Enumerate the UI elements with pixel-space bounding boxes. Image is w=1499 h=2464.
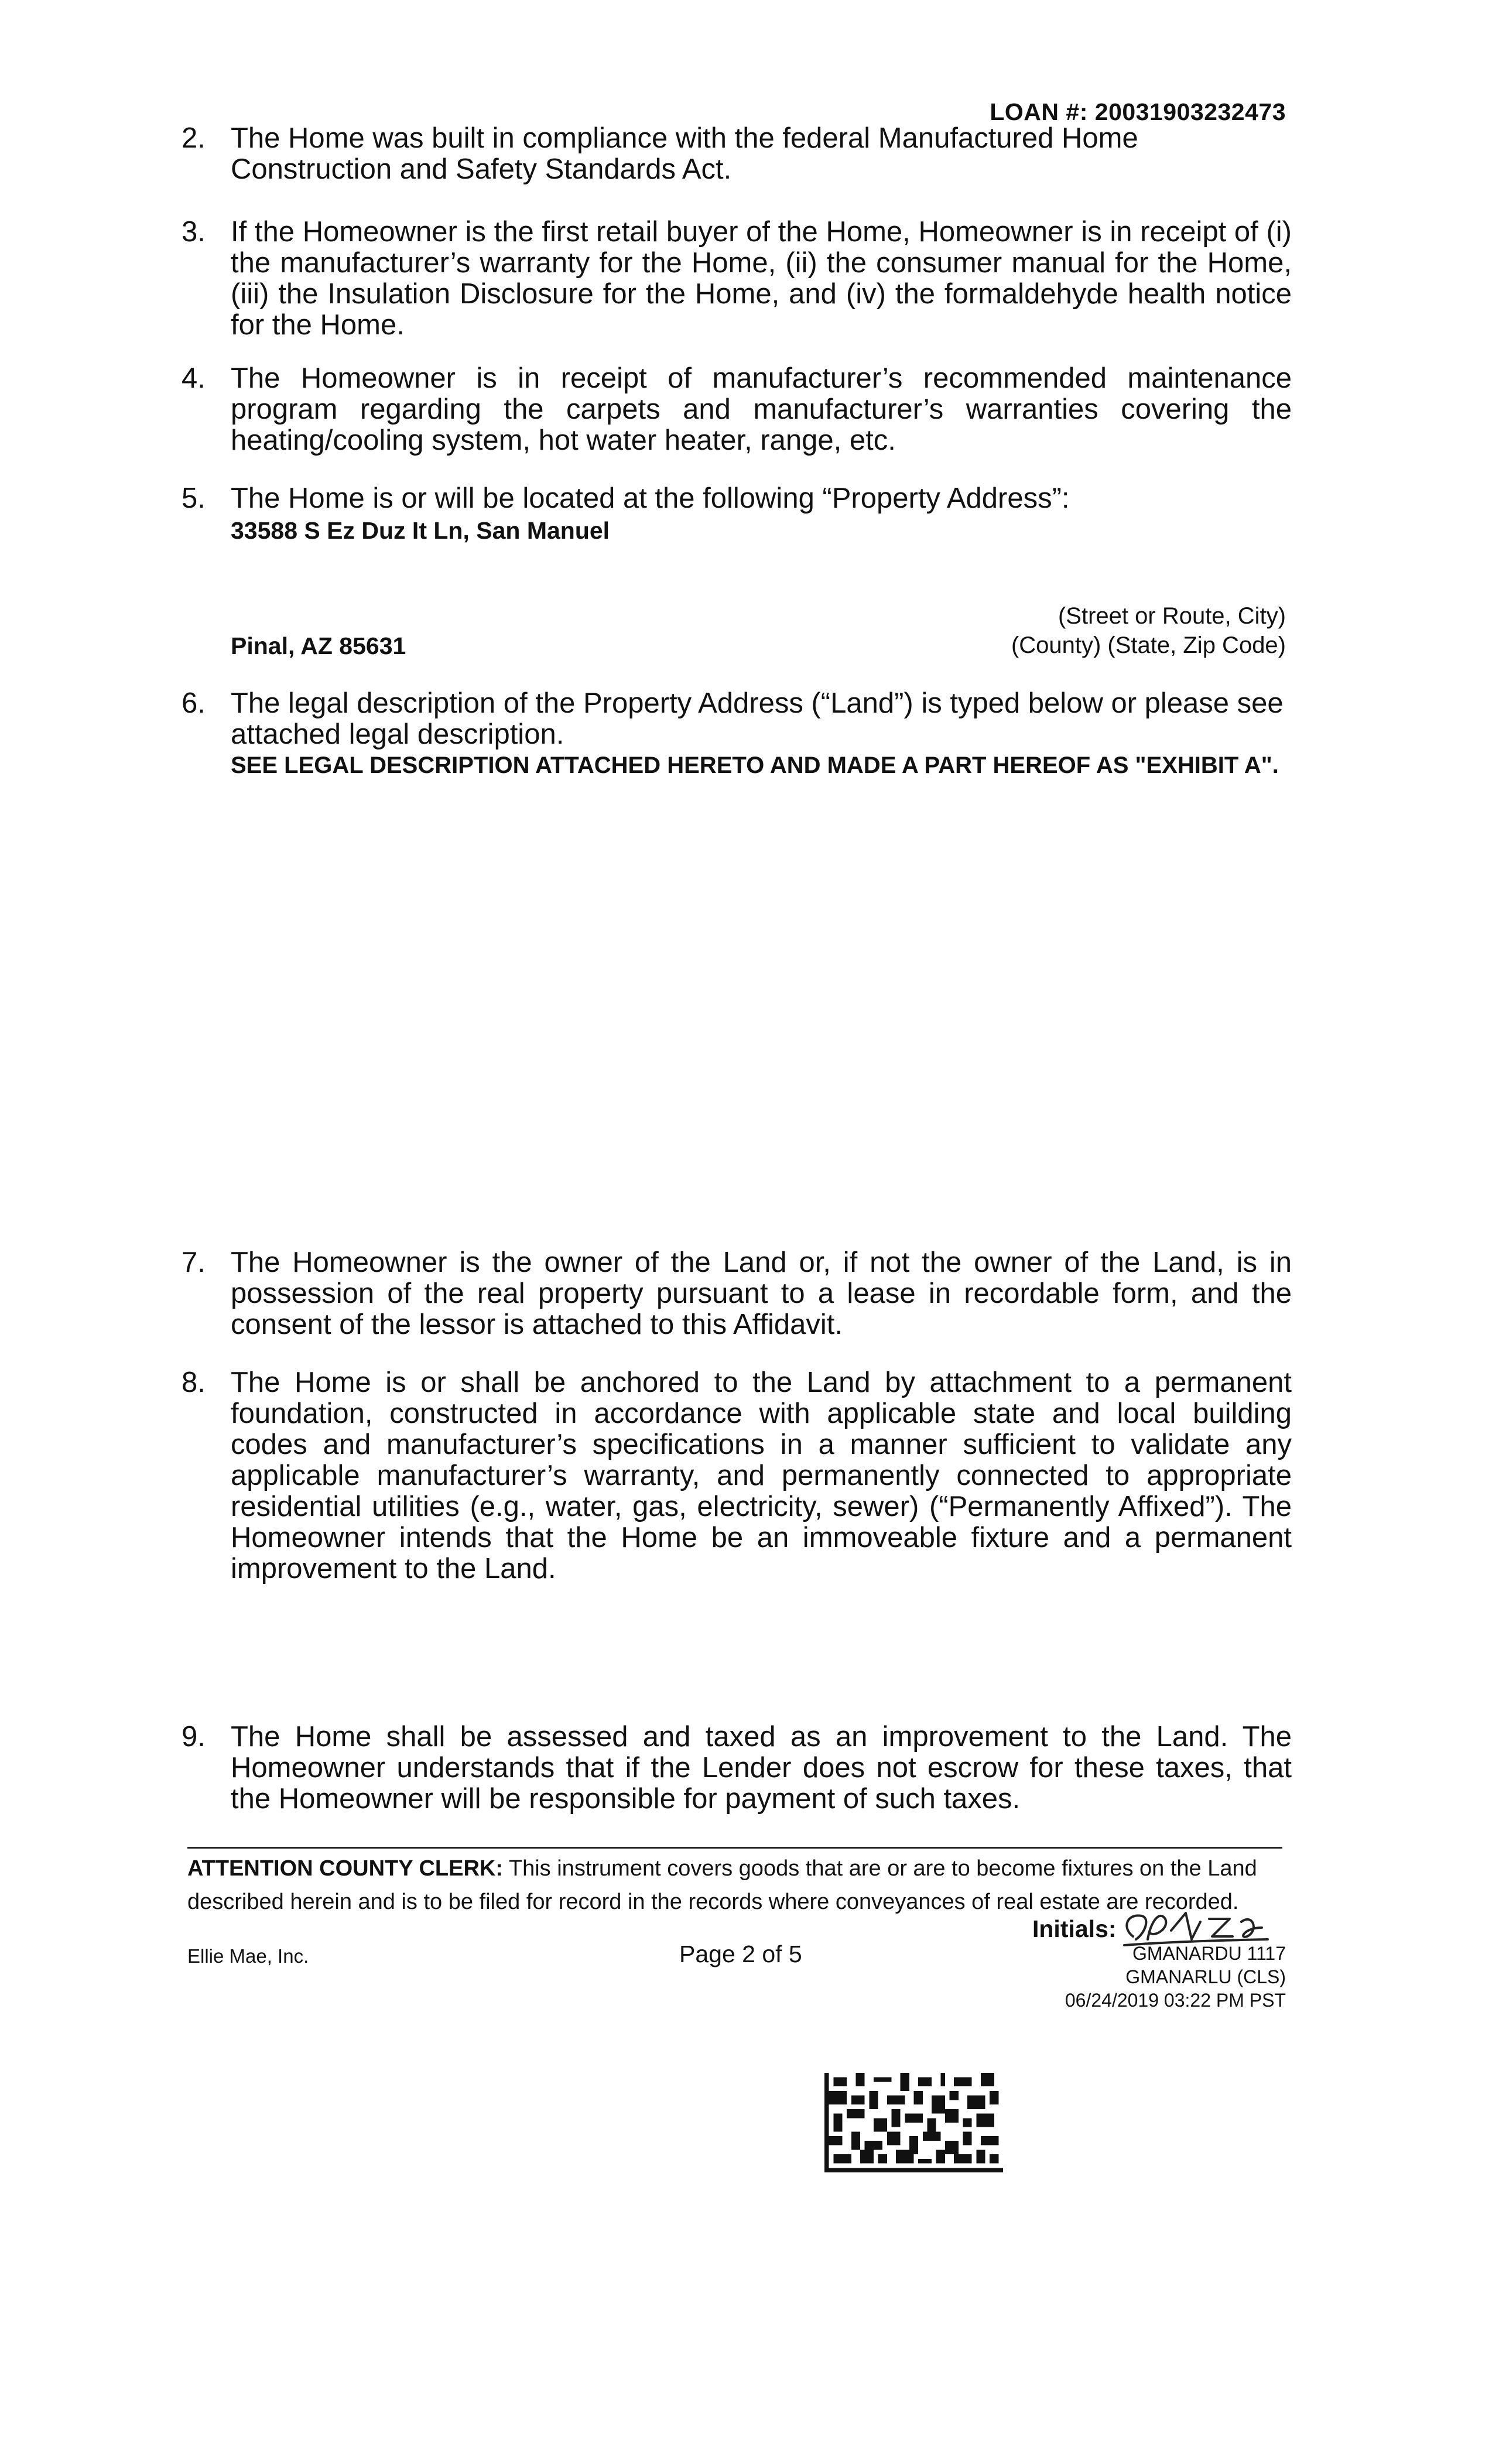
form-codes (1065, 1942, 1286, 2012)
clause-number: 3. (182, 216, 206, 248)
clause-4 (182, 363, 1292, 456)
clause-6 (182, 688, 1292, 778)
clause-number: 7. (182, 1247, 206, 1278)
form-code-1: GMANARDU 1117 (1132, 1943, 1286, 1964)
legal-description: SEE LEGAL DESCRIPTION ATTACHED HERETO AND MADE A PART HEREOF AS "EXHIBIT A". (231, 752, 1279, 778)
clause-number: 4. (182, 362, 206, 394)
property-county-state-zip: Pinal, AZ 85631 (231, 632, 406, 659)
county-label: (County) (State, Zip Code) (1011, 632, 1286, 658)
loan-number: LOAN #: 20031903232473 (990, 98, 1286, 125)
clause-text: The Home is or shall be anchored to the Land by attachment to a permanent foundation, constructed in accordance with applicable state and local building codes and manufacturer’s specifications in a manner sufficient to validate any applicable manufacturer’s warranty, and permanently connected to appropriate residential utilities (e.g., water, gas, electricity, sewer) (“Permanently Affixed”). The Homeowner intends that the Home be an immoveable fixture and a permanent improvement to the Land. (231, 1367, 1292, 1585)
publisher: Ellie Mae, Inc. (187, 1945, 309, 1967)
clause-number: 5. (182, 482, 206, 514)
clause-text: The Homeowner is in receipt of manufacturer’s recommended maintenance program regarding the carpets and manufacturer’s warranties covering the heating/cooling system, hot water heater, range, etc. (231, 362, 1292, 456)
attention-text: This instrument covers goods that are or are to become fixtures on the Land described herein and is to be filed for record in the records where conveyances of real estate are recorded. (187, 1856, 1257, 1914)
footer-divider (187, 1847, 1282, 1849)
clause-number: 8. (182, 1367, 206, 1398)
clause-8 (182, 1367, 1292, 1585)
clause-3 (182, 217, 1292, 341)
clause-text: The Home shall be assessed and taxed as an improvement to the Land. The Homeowner understands that if the Lender does not escrow for these taxes, that the Homeowner will be responsible for payment of such taxes. (231, 1721, 1292, 1815)
initials-label: Initials: (1032, 1915, 1117, 1942)
clause-text: The Homeowner is the owner of the Land or, if not the owner of the Land, is in possession of the real property pursuant to a lease in recordable form, and the consent of the lessor is attached to this Affidavit. (231, 1247, 1292, 1340)
clause-number: 2. (182, 122, 206, 154)
attention-label: ATTENTION COUNTY CLERK: (187, 1856, 504, 1881)
clause-text: If the Homeowner is the first retail buyer of the Home, Homeowner is in receipt of (i) the manufacturer’s warranty for the Home, (ii) the consumer manual for the Home, (iii) the Insulation Disclosure for the Home, and (iv) the formaldehyde health notice for the Home. (231, 216, 1292, 341)
street-label: (Street or Route, City) (1057, 603, 1286, 629)
clause-text: The Home is or will be located at the following “Property Address”: (231, 482, 1070, 514)
clause-text: The legal description of the Property Address (“Land”) is typed below or please see attached legal description. (231, 687, 1284, 750)
clause-2 (182, 123, 1292, 185)
form-code-2: GMANARLU (CLS) (1125, 1966, 1286, 1987)
clause-7 (182, 1247, 1292, 1340)
clause-number: 6. (182, 687, 206, 719)
timestamp: 06/24/2019 03:22 PM PST (1065, 1990, 1286, 2011)
clause-9 (182, 1722, 1292, 1815)
clause-text: The Home was built in compliance with the federal Manufactured Home Construction and Safety Standards Act. (231, 122, 1138, 185)
clause-5 (182, 483, 1292, 514)
clause-number: 9. (182, 1721, 206, 1753)
page-number: Page 2 of 5 (679, 1941, 802, 1967)
barcode-2d (824, 2073, 1003, 2172)
property-street-city: 33588 S Ez Duz It Ln, San Manuel (231, 517, 610, 544)
